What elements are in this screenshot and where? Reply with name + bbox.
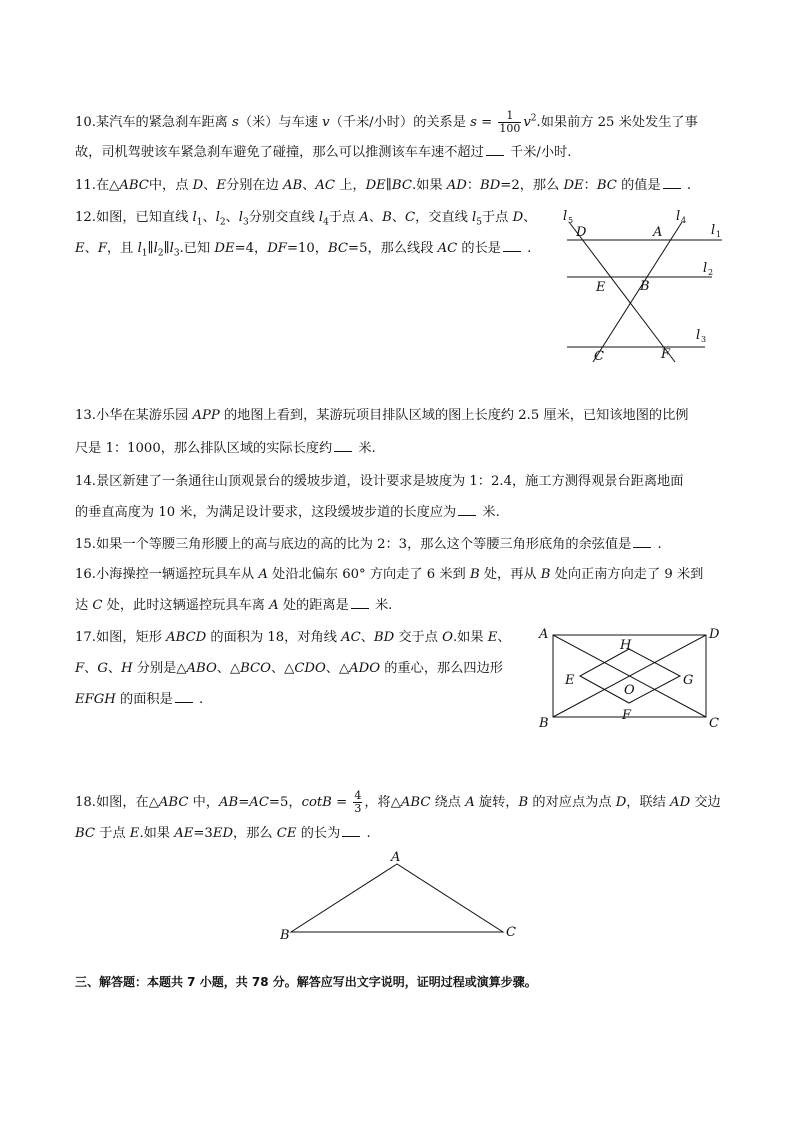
text-run: 14.景区新建了一条通往山顶观景台的缓坡步道，设计要求是坡度为 1：2.4，施工方测得观景台距离地面 [75, 474, 684, 489]
text-run: ∥ [147, 241, 154, 256]
text-run: 米. [354, 441, 376, 456]
text-run: 米. [478, 505, 500, 520]
text-run: . [653, 537, 662, 552]
text-run: 、 [107, 661, 122, 676]
text-run: （米）与车速 [238, 115, 323, 130]
text-run: ： [466, 178, 480, 193]
text-run: CDO [294, 661, 326, 676]
text-run: ABC [400, 795, 431, 810]
text-run: 的值是 [616, 178, 661, 193]
label-A: A [391, 850, 401, 865]
text-run: ，交直线 [415, 210, 473, 225]
label-E: E [565, 673, 575, 688]
text-run: BC [75, 826, 96, 841]
text-run: 、△ [216, 661, 241, 676]
text-run: A [359, 210, 369, 225]
text-run: 于点 [482, 210, 513, 225]
text-run: . [194, 692, 204, 707]
text-run: s [232, 115, 239, 130]
label-F: F [661, 347, 671, 362]
text-run: . [362, 826, 371, 841]
text-run: 的垂直高度为 10 米，为满足设计要求，这段缓坡步道的长度应为 [75, 505, 457, 520]
text-run: . [682, 178, 692, 193]
text-run: v [523, 115, 531, 130]
text-run: B [540, 567, 551, 582]
text-run: ABCD [166, 630, 207, 645]
text-run: = [238, 795, 250, 810]
text-run: 达 [75, 598, 93, 613]
triangle-ABC [291, 864, 503, 932]
text-run: 于点 [328, 210, 360, 225]
text-run: 、△ [270, 661, 295, 676]
text-run: 11.在△ [75, 178, 120, 193]
text-run: cotB [301, 795, 332, 810]
text-run: DE∥BC [365, 178, 412, 193]
text-run: BC [596, 178, 617, 193]
text-run: 处沿北偏东 60° 方向走了 6 米到 [267, 567, 470, 582]
text-run: 分别是△ [132, 661, 187, 676]
text-run: E [487, 630, 498, 645]
text-run: 中， [188, 795, 220, 810]
text-run: BCO [240, 661, 271, 676]
text-run: （千米/小时）的关系是 [329, 115, 471, 130]
text-run: 、△ [325, 661, 350, 676]
text-run: E [216, 178, 227, 193]
text-run: 13.小华在某游乐园 [75, 408, 193, 423]
text-run: .已知 [179, 241, 215, 256]
text-run: ABO [186, 661, 217, 676]
text-run: D [192, 178, 204, 193]
text-run: E [75, 241, 85, 256]
label-C: C [594, 349, 604, 364]
section-3-heading: 三、解答题：本题共 7 小题，共 78 分。解答应写出文字说明，证明过程或演算步骤。 [75, 975, 537, 989]
text-run: APP [192, 408, 220, 423]
text-run: 处，此时这辆遥控玩具车离 [102, 598, 270, 613]
text-run: 旋转， [474, 795, 519, 810]
text-run: 的长为 [296, 826, 341, 841]
text-run: 12.如图，已知直线 [75, 210, 193, 225]
text-run: DE [563, 178, 584, 193]
text-run: 交于点 [394, 630, 443, 645]
text-run: A [465, 795, 475, 810]
text-run: 100 [499, 122, 521, 135]
text-run: AB [283, 178, 303, 193]
text-run: 15.如果一个等腰三角形腰上的高与底边的高的比为 2：3，那么这个等腰三角形底角的余弦值是 [75, 537, 632, 552]
text-run: BC [327, 241, 349, 256]
text-run: D [512, 210, 524, 225]
label-A: A [539, 627, 549, 642]
text-run: 、 [497, 630, 511, 645]
label-C: C [709, 716, 719, 731]
label-E: E [596, 280, 606, 295]
text-run: H [121, 661, 133, 676]
text-run: l [215, 210, 220, 225]
text-run: 4 [354, 789, 362, 802]
text-run: A [269, 598, 279, 613]
text-run: AC [437, 241, 458, 256]
text-run: 分别在边 [226, 178, 283, 193]
text-run: ABC [158, 795, 189, 810]
text-run: 处的距离是 [278, 598, 349, 613]
text-run: 、 [202, 210, 216, 225]
label-l4-sub: 4 [681, 216, 687, 225]
text-run: 5 [476, 217, 482, 228]
text-run: 3 [354, 802, 362, 815]
text-run: =4， [234, 241, 268, 256]
text-run: 处向正南方向走了 9 米到 [550, 567, 704, 582]
text-run: G [97, 661, 108, 676]
text-run: =10， [286, 241, 328, 256]
text-run: .如果 [452, 630, 488, 645]
text-run: F [97, 241, 107, 256]
label-D: D [576, 225, 587, 240]
text-run: 的面积为 18，对角线 [206, 630, 342, 645]
text-run: 、 [225, 210, 239, 225]
text-run: 2 [530, 113, 537, 124]
text-run: 尺是 1：1000，那么排队区域的实际长度约 [75, 441, 333, 456]
text-run: DE [214, 241, 235, 256]
text-run: 分别交直线 [248, 210, 319, 225]
text-run: ADO [349, 661, 381, 676]
text-run: C [92, 598, 103, 613]
text-run: E [129, 826, 140, 841]
text-run: 的地图上看到，某游玩项目排队区域的图上长度约 2.5 厘米，已知该地图的比例 [219, 408, 689, 423]
text-run: 17.如图，矩形 [75, 630, 167, 645]
text-run: ，那么 [233, 826, 277, 841]
text-run: AC [315, 178, 336, 193]
text-run: 1 [498, 110, 521, 123]
text-run: ： [583, 178, 597, 193]
text-run: =5， [268, 795, 302, 810]
text-run: CE [276, 826, 297, 841]
text-run: 绕点 [430, 795, 466, 810]
label-F: F [622, 708, 632, 723]
text-run: ，且 [106, 241, 138, 256]
text-run: 故，司机驾驶该车紧急刹车避免了碰撞，那么可以推测该车车速不超过 [75, 145, 484, 160]
text-run: F [75, 661, 85, 676]
text-run: 、 [391, 210, 405, 225]
label-l2-sub: 2 [708, 268, 714, 277]
text-run: l [318, 210, 324, 225]
text-run: 1 [141, 248, 148, 259]
text-run: 、 [203, 178, 217, 193]
text-run: 16.小海操控一辆遥控玩具车从 [75, 567, 259, 582]
text-run: 的重心，那么四边形 [380, 661, 503, 676]
text-run: ED [212, 826, 234, 841]
text-run: 、 [360, 630, 374, 645]
text-run: AC [249, 795, 269, 810]
text-run: ABC [119, 178, 149, 193]
label-O: O [624, 683, 635, 698]
text-run: v [322, 115, 330, 130]
text-run: 的对应点为点 [528, 795, 616, 810]
text-run: ，将△ [364, 795, 401, 810]
label-A: A [653, 225, 663, 240]
label-B: B [640, 279, 650, 294]
text-run: l [153, 241, 158, 256]
text-run: l [192, 210, 197, 225]
text-run: 10.某汽车的紧急刹车距离 [75, 115, 233, 130]
text-run: D [615, 795, 627, 810]
text-run: s [470, 115, 477, 130]
text-run: l [238, 210, 243, 225]
text-run: ，联结 [626, 795, 671, 810]
text-run: 2 [219, 217, 226, 228]
text-run: 、 [302, 178, 316, 193]
text-run: .如果 [139, 826, 175, 841]
text-run: B [518, 795, 529, 810]
text-run: 的面积是 [115, 692, 173, 707]
label-G: G [683, 673, 694, 688]
text-run: BD [373, 630, 395, 645]
text-run: .如果前方 25 米处发生了事 [536, 115, 698, 130]
label-B: B [280, 928, 290, 943]
text-run: C [405, 210, 416, 225]
text-run: 千米/小时. [505, 145, 572, 160]
text-run: . [522, 241, 532, 256]
text-run: 米. [370, 598, 393, 613]
text-run: 1 [196, 217, 203, 228]
text-run: EFGH [75, 692, 116, 707]
text-run: =3 [193, 826, 213, 841]
label-C: C [506, 925, 516, 940]
text-run: 3 [173, 248, 180, 259]
label-B: B [539, 716, 549, 731]
text-run: 上， [335, 178, 366, 193]
text-run: 交边 [690, 795, 721, 810]
text-run: AD [446, 178, 467, 193]
text-run: = [476, 115, 497, 130]
text-run: l [472, 210, 477, 225]
text-run: 于点 [95, 826, 130, 841]
label-l5: l [563, 209, 568, 224]
text-run: AC [341, 630, 361, 645]
text-run: 中，点 [148, 178, 193, 193]
text-run: AD [670, 795, 691, 810]
text-run: O [442, 630, 453, 645]
text-run: 、 [368, 210, 383, 225]
text-run: l [169, 241, 174, 256]
label-H: H [620, 638, 632, 653]
text-run: 、 [84, 241, 98, 256]
text-run: =5，那么线段 [348, 241, 438, 256]
text-run: 4 [323, 217, 329, 228]
text-run: B [469, 567, 480, 582]
text-run: 3 [242, 217, 249, 228]
text-run: 处，再从 [479, 567, 541, 582]
text-run: 、 [523, 210, 537, 225]
text-run: 的长是 [457, 241, 501, 256]
text-run: A [258, 567, 268, 582]
text-run: =2，那么 [500, 178, 564, 193]
text-run: DF [267, 241, 287, 256]
label-l1-sub: 1 [716, 230, 722, 239]
label-l2: l [703, 261, 708, 276]
text-run: BD [480, 178, 501, 193]
label-l4: l [676, 209, 681, 224]
text-run: AB [219, 795, 239, 810]
label-l3-sub: 3 [701, 335, 707, 344]
text-run: 、 [84, 661, 98, 676]
text-run: B [382, 210, 392, 225]
text-run: AE [174, 826, 194, 841]
text-run: ∥ [163, 241, 170, 256]
label-l3: l [696, 328, 701, 343]
text-run: = [331, 795, 352, 810]
label-D: D [709, 627, 720, 642]
text-run: 2 [157, 248, 164, 259]
label-l1: l [711, 223, 716, 238]
text-run: .如果 [411, 178, 447, 193]
label-l5-sub: 5 [568, 216, 574, 225]
text-run: 18.如图，在△ [75, 795, 159, 810]
text-run: l [137, 241, 142, 256]
